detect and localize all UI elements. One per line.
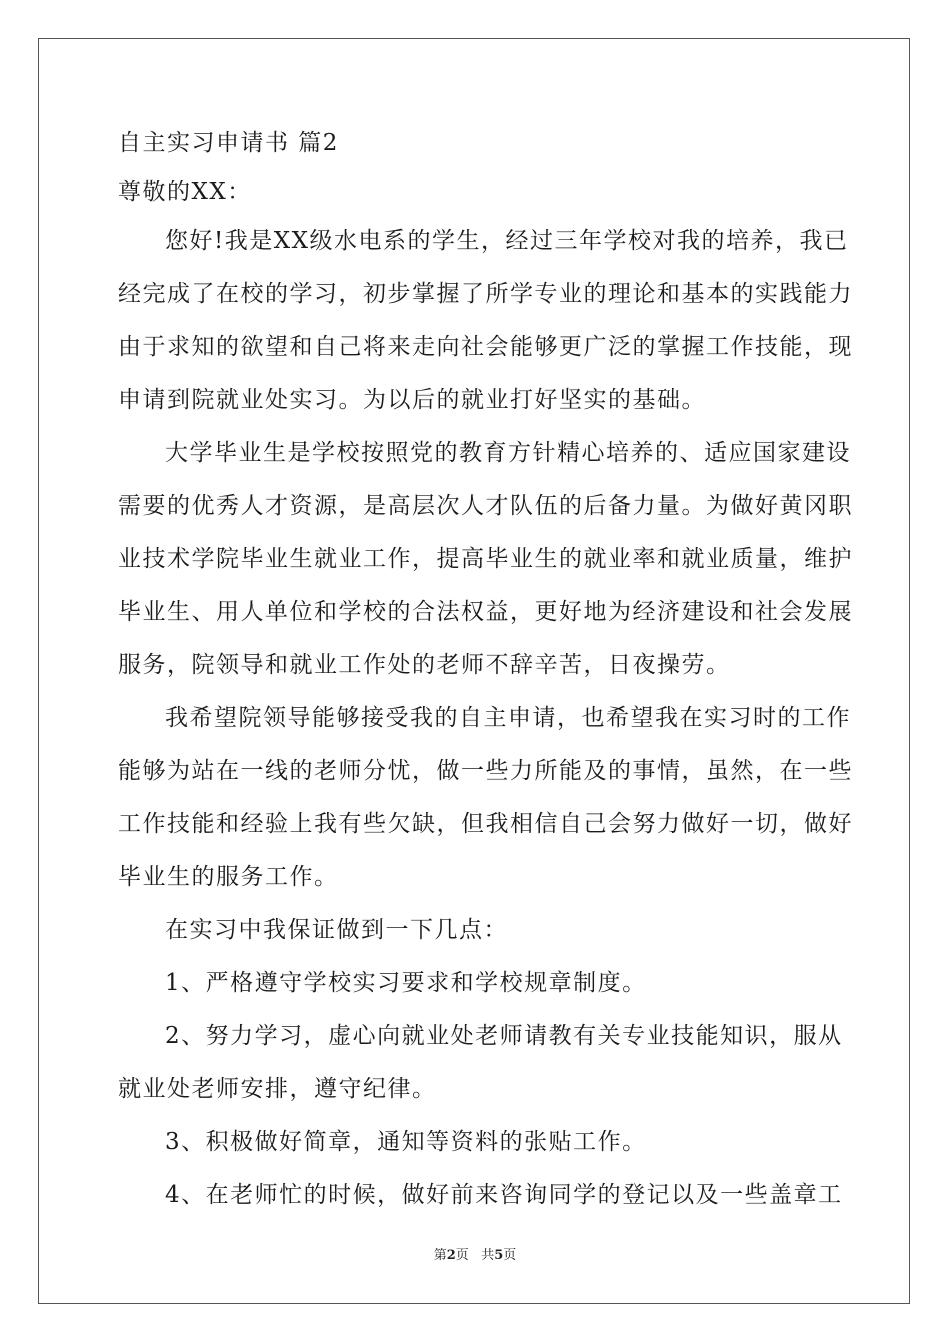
paragraph-line: 大学毕业生是学校按照党的教育方针精心培养的、适应国家建设 (165, 440, 851, 466)
paragraph-line: 4、在老师忙的时候，做好前来咨询同学的登记以及一些盖章工 (165, 1182, 843, 1208)
paragraph-line: 服务，院领导和就业工作处的老师不辞辛苦，日夜操劳。 (118, 652, 731, 678)
document-title: 自主实习申请书 篇2 (118, 130, 339, 156)
document-body (118, 128, 853, 1233)
paragraph-line: 工作技能和经验上我有些欠缺，但我相信自己会努力做好一切，做好 (118, 811, 853, 837)
paragraph-line: 毕业生、用人单位和学校的合法权益，更好地为经济建设和社会发展 (118, 599, 853, 625)
paragraph (118, 915, 832, 945)
page-prefix: 第 (433, 1248, 447, 1263)
paragraph-line: 您好!我是XX级水电系的学生，经过三年学校对我的培养，我已 (165, 228, 849, 254)
page-suffix: 页 (455, 1248, 469, 1263)
paragraph-line: 毕业生的服务工作。 (118, 864, 339, 890)
total-pages: 5 (494, 1248, 504, 1263)
paragraph-line: 能够为站在一线的老师分忧，做一些力所能及的事情，虽然，在一些 (118, 758, 853, 784)
paragraph-line: 1、严格遵守学校实习要求和学校规章制度。 (165, 970, 647, 996)
paragraph-line: 业技术学院毕业生就业工作，提高毕业生的就业率和就业质量，维护 (118, 546, 853, 572)
paragraph (118, 703, 853, 892)
page-number: 2 (446, 1248, 456, 1263)
paragraph (118, 226, 853, 415)
total-prefix: 共 (481, 1248, 495, 1263)
page-footer (0, 1248, 950, 1264)
paragraph (118, 1180, 843, 1210)
paragraph-line: 申请到院就业处实习。为以后的就业打好坚实的基础。 (118, 387, 706, 413)
paragraph-line: 就业处老师安排，遵守纪律。 (118, 1076, 437, 1102)
paragraph-line: 在实习中我保证做到一下几点： (165, 917, 508, 943)
paragraph-line: 我希望院领导能够接受我的自主申请，也希望我在实习时的工作 (165, 705, 851, 731)
paragraph (118, 438, 853, 680)
paragraph-container (118, 226, 853, 1210)
total-suffix: 页 (503, 1248, 517, 1263)
paragraph-line: 由于求知的欲望和自己将来走向社会能够更广泛的掌握工作技能，现 (118, 334, 853, 360)
paragraph (118, 1021, 843, 1104)
paragraph (118, 968, 832, 998)
paragraph (118, 1127, 832, 1157)
paragraph-line: 经完成了在校的学习，初步掌握了所学专业的理论和基本的实践能力 (118, 281, 853, 307)
paragraph-line: 需要的优秀人才资源，是高层次人才队伍的后备力量。为做好黄冈职 (118, 493, 853, 519)
paragraph-line: 3、积极做好简章，通知等资料的张贴工作。 (165, 1129, 647, 1155)
paragraph-line: 2、努力学习，虚心向就业处老师请教有关专业技能知识，服从 (165, 1023, 843, 1049)
salutation: 尊敬的XX： (118, 179, 252, 205)
